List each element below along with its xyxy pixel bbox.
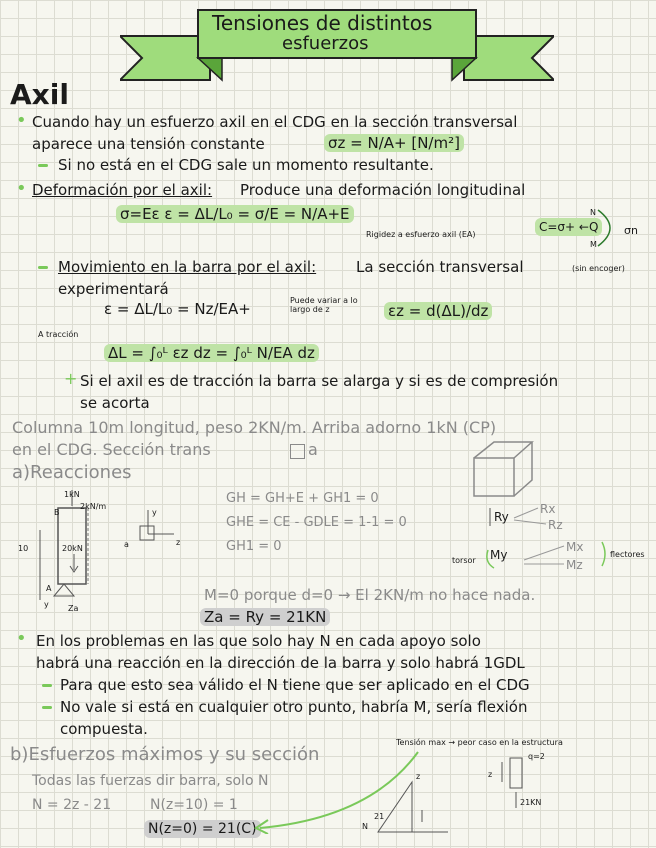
fig1-mid: 20kN bbox=[62, 544, 83, 553]
fig2-rx: Rx bbox=[540, 502, 556, 516]
fig3-z: z bbox=[416, 772, 421, 781]
b-text: Todas las fuerzas dir barra, solo N bbox=[32, 773, 269, 789]
fig2-my: My bbox=[490, 548, 508, 562]
delta-l-integral: ΔL = ∫₀ᴸ εz dz = ∫₀ᴸ N/EA dz bbox=[104, 344, 319, 362]
fig2-ry: Ry bbox=[494, 510, 509, 524]
bullet-icon: • bbox=[16, 110, 27, 131]
fig1-axes-a: a bbox=[124, 540, 129, 549]
tension-note: Tensión max → peor caso en la estructura bbox=[396, 738, 563, 747]
p4-sub2-line1: No vale si está en cualquier otro punto, habría M, sería flexión bbox=[60, 698, 528, 716]
cube-sketch bbox=[470, 440, 540, 500]
b-eq3: N(z=0) = 21(C) bbox=[144, 820, 261, 838]
strain-derivative-formula: εz = d(ΔL)/dz bbox=[384, 302, 492, 320]
plus-icon: + bbox=[64, 369, 78, 388]
equation-line: GH1 = 0 bbox=[226, 539, 282, 554]
p4-line2: habrá una reacción en la dirección de la barra y solo habrá 1GDL bbox=[36, 654, 525, 672]
axial-stress-formula: σz = N/A+ [N/m²] bbox=[324, 134, 464, 152]
column-free-body-sketch bbox=[484, 752, 554, 812]
section-box-formula: C=σ+ ←Q bbox=[535, 218, 602, 236]
p3-small: (sin encoger) bbox=[572, 264, 625, 273]
bullet-icon: • bbox=[16, 628, 27, 649]
strain-formula: σ=Eε ε = ΔL/L₀ = σ/E = N/A+E bbox=[116, 205, 354, 223]
fig2-mz: Mz bbox=[566, 558, 583, 572]
p3-plus-line1: Si el axil es de tracción la barra se alarga y si es de compresión bbox=[80, 372, 559, 390]
fig2-torsor: torsor bbox=[452, 556, 476, 565]
p1-line1: Cuando hay un esfuerzo axil en el CDG en la sección transversal bbox=[32, 113, 518, 131]
reaction-result: Za = Ry = 21KN bbox=[200, 608, 330, 626]
moment-note: M=0 porque d=0 → El 2KN/m no hace nada. bbox=[204, 586, 536, 604]
fig3-n: N bbox=[362, 822, 368, 831]
fig2-flectores: flectores bbox=[610, 550, 645, 559]
dash-icon bbox=[42, 684, 52, 687]
fig1-y: y bbox=[44, 600, 49, 609]
fig1-load2: 2kN/m bbox=[80, 502, 107, 511]
fig2-rz: Rz bbox=[548, 518, 563, 532]
box-sigma-label: σn bbox=[624, 224, 638, 237]
fig1-axes-y: y bbox=[152, 508, 157, 517]
section-axil-heading: Axil bbox=[10, 78, 69, 111]
p4-sub2-line2: compuesta. bbox=[60, 720, 148, 738]
fig1-a: A bbox=[46, 584, 52, 593]
fig4-q: q=2 bbox=[528, 752, 545, 761]
p2-text: Produce una deformación longitudinal bbox=[240, 181, 526, 199]
fig1-load1: 1kN bbox=[64, 490, 80, 499]
fig4-r: 21KN bbox=[520, 798, 542, 807]
fig3-n2: 21 bbox=[374, 812, 385, 821]
fig1-za: Za bbox=[68, 604, 79, 613]
axial-diagram-sketch bbox=[372, 766, 452, 836]
fig1-b: B bbox=[54, 508, 60, 517]
p3-title: Movimiento en la barra por el axil: bbox=[58, 258, 317, 276]
problem-line2-end: a bbox=[308, 440, 318, 459]
dash-icon bbox=[38, 164, 48, 167]
b-eq1: N = 2z - 21 bbox=[32, 797, 112, 813]
banner-title-line1: Tensiones de distintos bbox=[212, 11, 433, 35]
p3-line2: experimentará bbox=[58, 280, 169, 298]
section-box-sketch bbox=[596, 208, 626, 248]
dash-icon bbox=[38, 266, 48, 269]
p2-title: Deformación por el axil: bbox=[32, 181, 213, 199]
p1-line2: aparece una tensión constante bbox=[32, 135, 265, 153]
equation-line: GH = GH+E + GH1 = 0 bbox=[226, 491, 379, 506]
dash-icon bbox=[42, 706, 52, 709]
fig4-z: z bbox=[488, 770, 493, 779]
p4-line1: En los problemas en las que solo hay N en cada apoyo solo bbox=[36, 632, 481, 650]
p4-sub1: Para que esto sea válido el N tiene que ser aplicado en el CDG bbox=[60, 676, 530, 694]
fig1-axes-z: z bbox=[176, 538, 181, 547]
p1-sub: Si no está en el CDG sale un momento resultante. bbox=[58, 156, 434, 174]
box-n-label: N bbox=[590, 208, 596, 217]
p3-plus-line2: se acorta bbox=[80, 394, 150, 412]
traction-label: A tracción bbox=[38, 330, 79, 339]
reacciones-heading: a)Reacciones bbox=[12, 462, 132, 483]
p3-text: La sección transversal bbox=[356, 258, 524, 276]
banner-title-line2: esfuerzos bbox=[282, 33, 369, 54]
equation-line: GHE = CE - GDLE = 1-1 = 0 bbox=[226, 515, 407, 530]
b-eq2: N(z=10) = 1 bbox=[150, 797, 238, 813]
problem-line1: Columna 10m longitud, peso 2KN/m. Arriba adorno 1kN (CP) bbox=[12, 418, 497, 437]
box-m-label: M bbox=[590, 240, 597, 249]
square-section-icon bbox=[290, 444, 305, 459]
bullet-icon: • bbox=[16, 178, 27, 199]
variation-note: Puede variar a lo largo de z bbox=[290, 296, 358, 314]
fig2-mx: Mx bbox=[566, 540, 584, 554]
section-b-heading: b)Esfuerzos máximos y su sección bbox=[10, 744, 320, 765]
fig1-length: 10 bbox=[18, 544, 29, 553]
elongation-formula: ε = ΔL/L₀ = Nz/EA+ bbox=[104, 300, 251, 318]
rigidity-note: Rigidez a esfuerzo axil (EA) bbox=[366, 230, 476, 239]
reaction-arrows bbox=[484, 498, 614, 574]
problem-line2: en el CDG. Sección trans bbox=[12, 440, 211, 459]
